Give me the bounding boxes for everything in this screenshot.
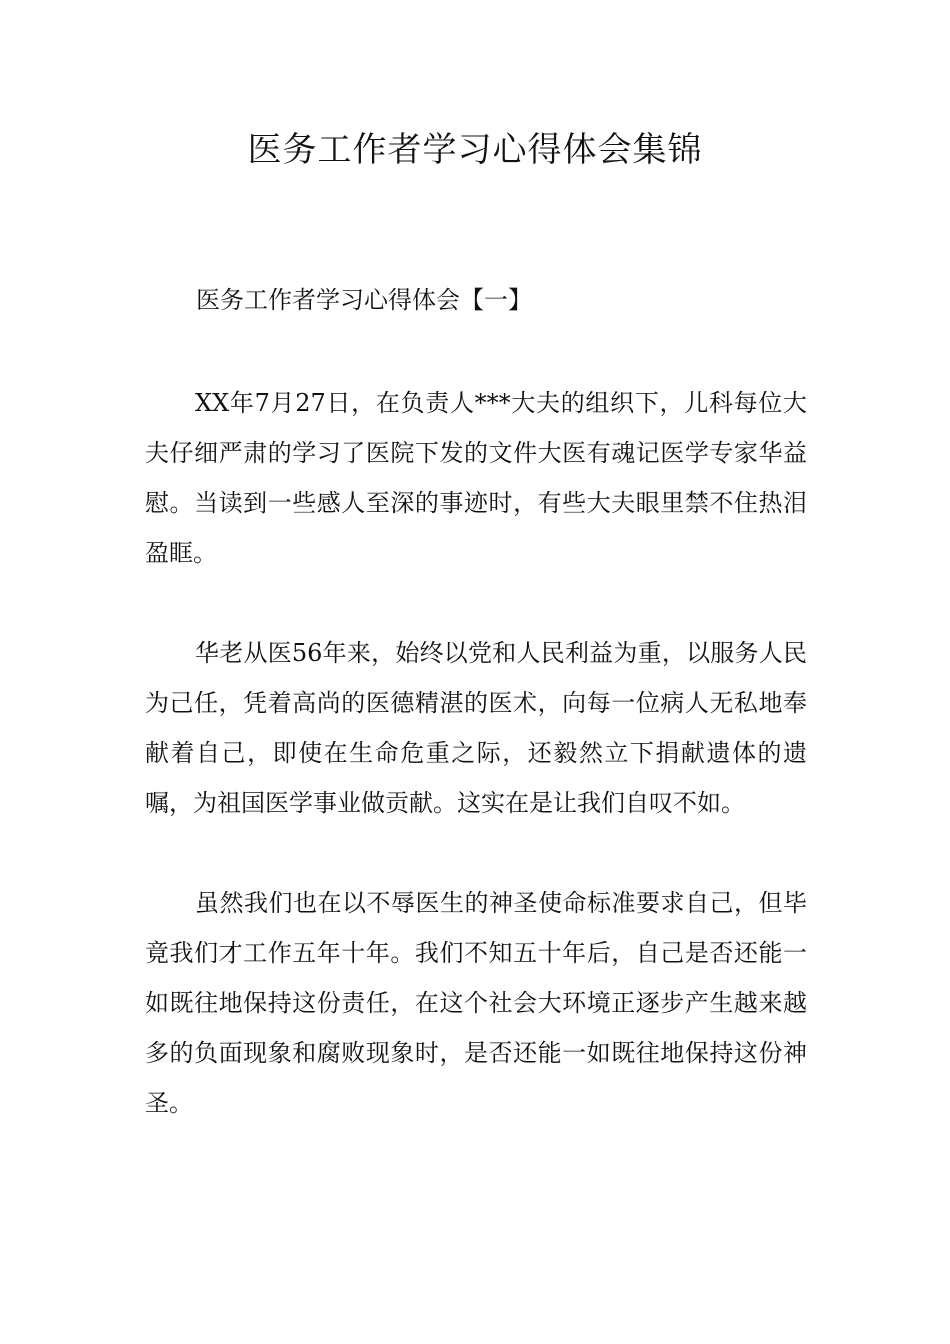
section-heading: 医务工作者学习心得体会【一】	[196, 286, 532, 314]
document-title: 医务工作者学习心得体会集锦	[247, 130, 703, 170]
paragraph-3: 虽然我们也在以不辱医生的神圣使命标准要求自己，但毕竟我们才工作五年十年。我们不知五十年后，自己是否还能一如既往地保持这份责任，在这个社会大环境正逐步产生越来越多的负面现象和腐败现象时，是否还能一如既往地保持这份神圣。	[145, 889, 807, 1117]
paragraph-2: 华老从医56年来，始终以党和人民利益为重，以服务人民为己任，凭着高尚的医德精湛的医术，向每一位病人无私地奉献着自己，即使在生命危重之际，还毅然立下捐献遗体的遗嘱，为祖国医学事业做贡献。这实在是让我们自叹不如。	[145, 639, 807, 817]
paragraph-1: XX年7月27日，在负责人***大夫的组织下，儿科每位大夫仔细严肃的学习了医院下发的文件大医有魂记医学专家华益慰。当读到一些感人至深的事迹时，有些大夫眼里禁不住热泪盈眶。	[145, 389, 807, 567]
document-body	[145, 378, 807, 1178]
